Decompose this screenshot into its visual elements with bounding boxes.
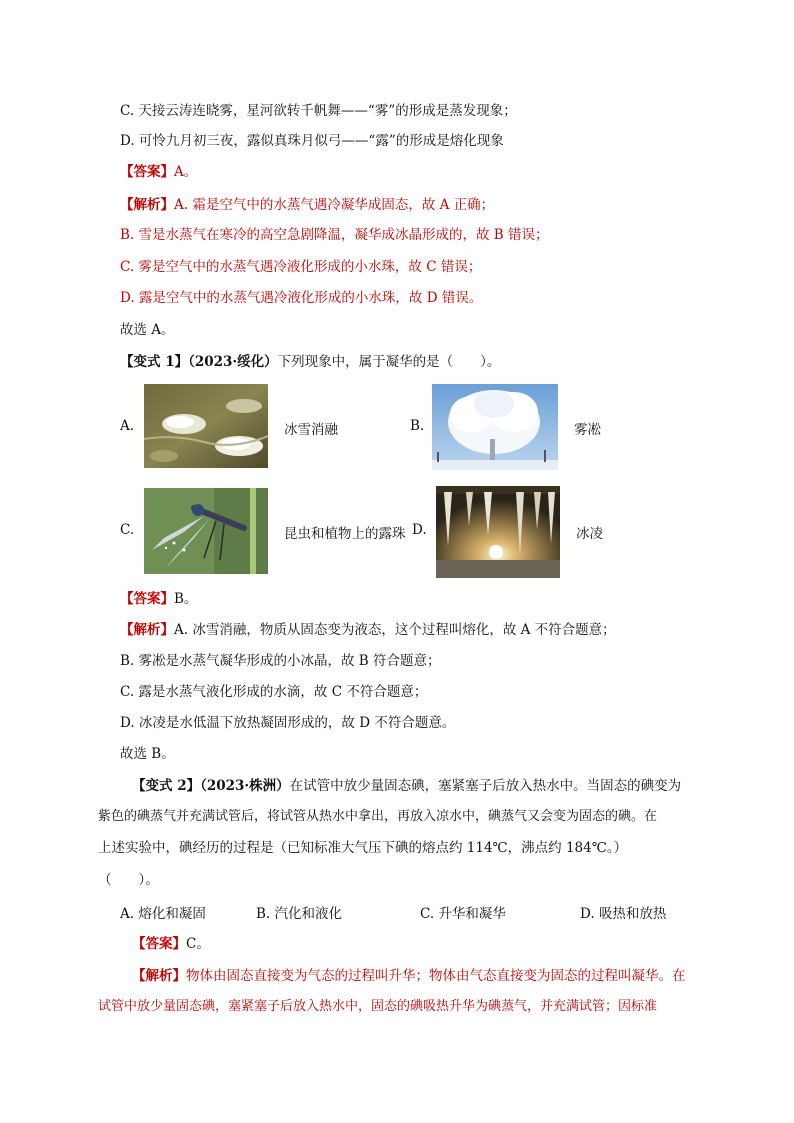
analysis-line-b: B. 雪是水蒸气在寒冷的高空急剧降温，凝华成冰晶形成的，故 B 错误；: [120, 227, 549, 243]
variant2-option-d: [580, 902, 666, 922]
variant2-answer-line: [132, 934, 210, 954]
variant1-answer-line: [120, 589, 197, 609]
option-a-text: 冰雪消融: [284, 422, 338, 438]
analysis-line-a: [120, 195, 494, 215]
variant1-analysis-line-b: B. 雾凇是水蒸气凝华形成的小冰晶，故 B 符合题意；: [120, 653, 441, 669]
variant2-option-d-text: 吸热和放热: [598, 906, 667, 922]
option-a-label: A.: [120, 418, 135, 434]
variant2-option-b-label: B.: [256, 906, 271, 922]
variant1-analysis-text: A. 冰雪消融，物质从固态变为液态，这个过程叫熔化，故 A 不符合题意；: [174, 622, 616, 638]
variant2-answer-tag: 【答案】: [132, 936, 186, 952]
analysis-tag: 【解析】: [120, 197, 174, 213]
variant2-option-a-label: A.: [120, 906, 135, 922]
variant2-question-line3: 上述实验中，碘经历的过程是（已知标准大气压下碘的熔点约 114℃，沸点约 184℃。）: [98, 840, 628, 856]
variant2-answer-value: C。: [186, 936, 210, 952]
dragonfly-dew-image: [144, 488, 268, 574]
melting-ice-image: [144, 384, 268, 468]
variant2-option-d-label: D.: [580, 906, 595, 922]
variant1-tag: 【变式 1】: [120, 354, 189, 370]
variant2-option-c-text: 升华和凝华: [438, 906, 506, 922]
variant1-analysis-tag: 【解析】: [120, 622, 174, 638]
variant2-question-text: 在试管中放少量固态碘，塞紧塞子后放入热水中。当固态的碘变为: [289, 778, 682, 794]
answer-value: A。: [174, 164, 198, 180]
rime-tree-image: [432, 384, 558, 470]
option-c-text: 昆虫和植物上的露珠: [284, 526, 406, 542]
variant2-analysis-text1: 物体由固态直接变为气态的过程叫升华；物体由气态直接变为固态的过程叫凝华。在: [186, 968, 686, 984]
answer-line: [120, 162, 197, 182]
option-d-label: D.: [412, 522, 427, 538]
variant2-analysis-tag: 【解析】: [132, 968, 186, 984]
variant1-answer-tag: 【答案】: [120, 591, 174, 607]
variant2-option-a-text: 熔化和凝固: [138, 906, 206, 922]
option-c-line: C. 天接云涛连晓雾，星河欲转千帆舞——“雾”的形成是蒸发现象；: [120, 103, 517, 119]
variant1-analysis-line-d: D. 冰凌是水低温下放热凝固形成的，故 D 不符合题意。: [120, 715, 456, 731]
answer-tag: 【答案】: [120, 164, 174, 180]
analysis-line-d: D. 露是空气中的水蒸气遇冷液化形成的小水珠，故 D 错误。: [120, 290, 483, 306]
variant2-option-c-label: C.: [420, 906, 435, 922]
variant1-analysis-line-a: [120, 620, 616, 640]
variant2-option-a: [120, 902, 206, 922]
variant1-choose-line: 故选 B。: [120, 746, 175, 762]
variant2-source: （2023·株洲）: [200, 778, 290, 794]
variant2-analysis-line2: 试管中放少量固态碘，塞紧塞子后放入热水中，固态的碘吸热升华为碘蒸气，并充满试管；因标准: [98, 999, 658, 1014]
choose-line: 故选 A。: [120, 322, 175, 338]
variant1-source: （2023·绥化）: [188, 354, 278, 370]
variant2-option-b-text: 汽化和液化: [274, 906, 343, 922]
option-b-text: 雾凇: [574, 422, 601, 438]
variant1-answer-value: B。: [174, 591, 198, 607]
variant2-question-line4: （ ）。: [98, 872, 159, 888]
option-d-text: 冰凌: [576, 526, 603, 542]
variant2-question-line2: 紫色的碘蒸气并充满试管后，将试管从热水中拿出，再放入凉水中，碘蒸气又会变为固态的碘。在: [98, 809, 658, 824]
option-c-label: C.: [120, 522, 135, 538]
variant1-question: [120, 352, 500, 372]
icicle-image: [436, 486, 560, 578]
variant1-question-text: 下列现象中，属于凝华的是（ ）。: [277, 354, 501, 370]
analysis-line-c: C. 雾是空气中的水蒸气遇冷液化形成的小水珠，故 C 错误；: [120, 259, 482, 275]
variant2-option-c: [420, 902, 506, 922]
variant2-analysis-line1: [132, 966, 686, 986]
variant2-tag: 【变式 2】: [132, 778, 201, 794]
option-d-line: D. 可怜九月初三夜，露似真珠月似弓——“露”的形成是熔化现象: [120, 133, 504, 149]
analysis-text: A. 霜是空气中的水蒸气遇冷凝华成固态，故 A 正确；: [174, 197, 495, 213]
option-b-label: B.: [410, 418, 425, 434]
variant2-option-b: [256, 902, 342, 922]
variant2-question-line1: [132, 776, 681, 796]
variant1-analysis-line-c: C. 露是水蒸气液化形成的水滴，故 C 不符合题意；: [120, 684, 428, 700]
